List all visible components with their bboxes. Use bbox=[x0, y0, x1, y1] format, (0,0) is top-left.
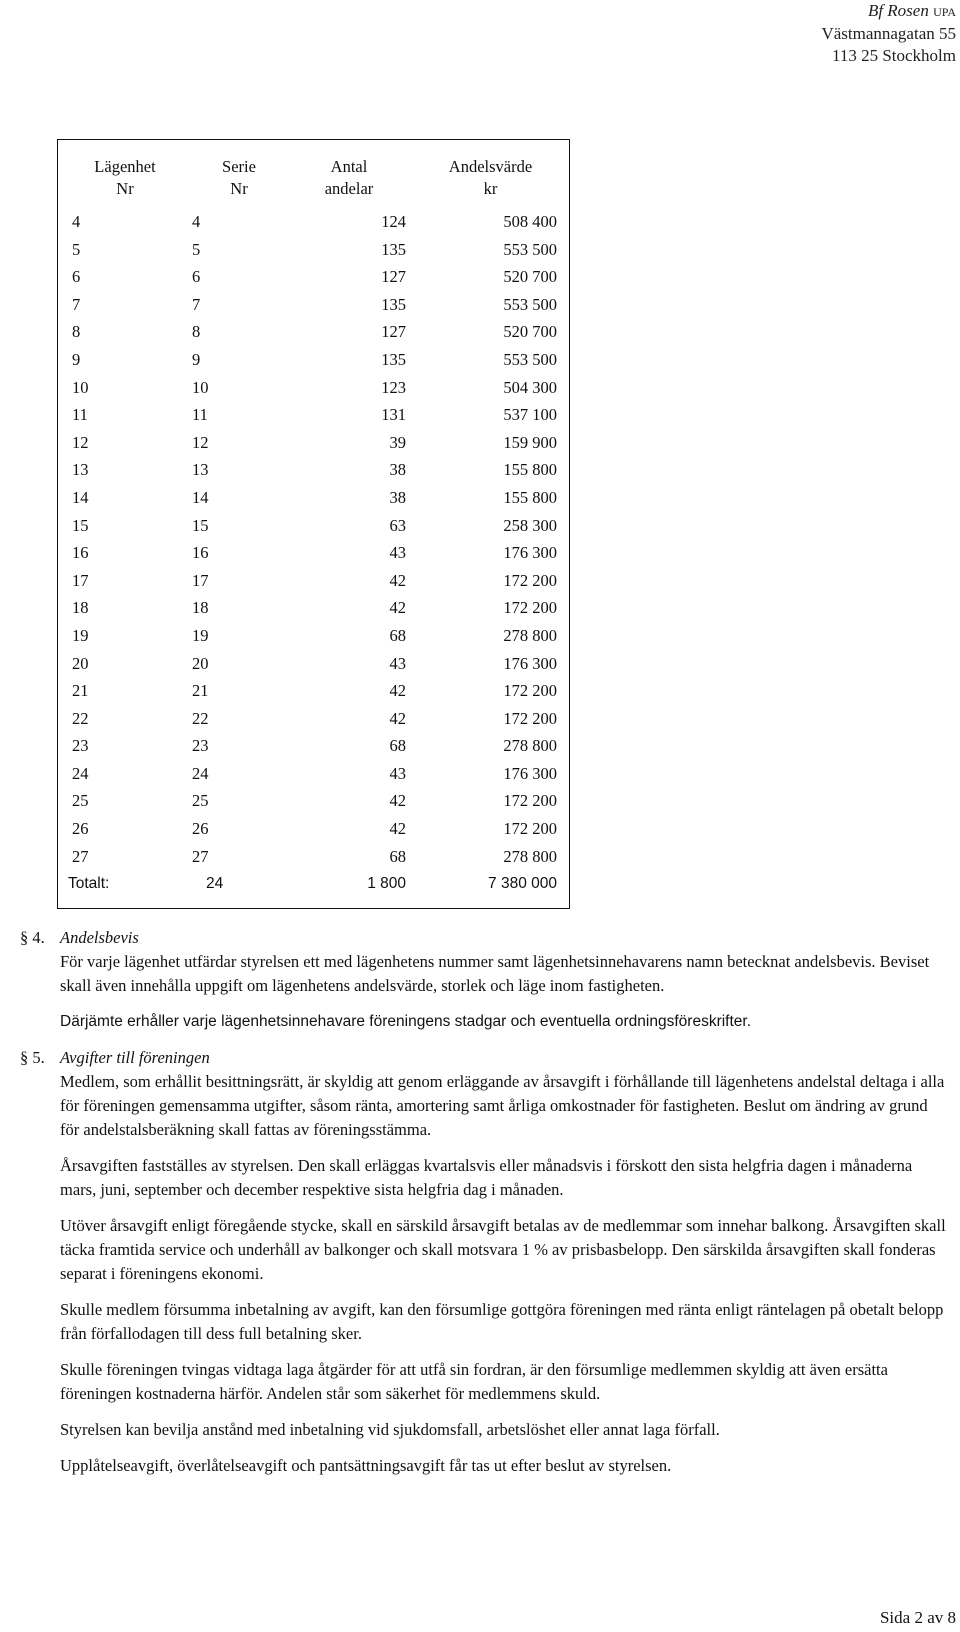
cell-apartment-nr: 12 bbox=[72, 432, 89, 452]
cell-apartment-nr: 27 bbox=[72, 846, 89, 866]
cell-share-value: 176 300 bbox=[503, 653, 557, 673]
table-row bbox=[58, 318, 569, 346]
cell-series-nr: 10 bbox=[192, 377, 209, 397]
cell-series-nr: 7 bbox=[192, 294, 201, 314]
cell-apartment-nr: 25 bbox=[72, 791, 89, 811]
cell-apartment-nr: 24 bbox=[72, 763, 89, 783]
cell-share-count: 43 bbox=[389, 653, 406, 673]
section-mark: § 4. bbox=[20, 928, 45, 947]
cell-share-value: 504 300 bbox=[503, 377, 557, 397]
cell-share-count: 42 bbox=[389, 570, 406, 590]
table-row bbox=[58, 705, 569, 733]
cell-apartment-nr: 4 bbox=[72, 212, 81, 231]
table-row bbox=[58, 484, 569, 512]
cell-share-value: 537 100 bbox=[503, 405, 557, 425]
section-paragraph: Skulle medlem försumma inbetalning av avgift, kan den försumlige gottgöra föreningen med ränta enligt räntelagen på obetalt belopp från förfallodagen till dess full betalning sker. bbox=[60, 1300, 944, 1343]
table-row bbox=[58, 732, 569, 760]
cell-share-value: 176 300 bbox=[503, 543, 557, 563]
cell-apartment-nr: 22 bbox=[72, 708, 89, 728]
section-5 bbox=[20, 1046, 950, 1478]
table-row bbox=[58, 594, 569, 622]
cell-apartment-nr: 13 bbox=[72, 460, 89, 480]
section-title: Andelsbevis bbox=[60, 928, 139, 947]
total-cell-share-count: 1 800 bbox=[367, 875, 406, 893]
table-row bbox=[58, 760, 569, 788]
cell-series-nr: 16 bbox=[192, 543, 209, 563]
cell-series-nr: 9 bbox=[192, 349, 201, 369]
cell-series-nr: 13 bbox=[192, 460, 209, 480]
cell-series-nr: 15 bbox=[192, 515, 209, 535]
table-row bbox=[58, 650, 569, 678]
cell-series-nr: 27 bbox=[192, 846, 209, 866]
table-row bbox=[58, 843, 569, 871]
cell-share-count: 43 bbox=[389, 543, 406, 563]
table-body bbox=[58, 208, 569, 898]
cell-apartment-nr: 5 bbox=[72, 239, 81, 259]
section-title: Avgifter till föreningen bbox=[60, 1048, 210, 1067]
table-row bbox=[58, 815, 569, 843]
cell-share-count: 124 bbox=[381, 212, 406, 231]
cell-share-value: 553 500 bbox=[503, 239, 557, 259]
table-row bbox=[58, 374, 569, 402]
cell-share-count: 63 bbox=[389, 515, 406, 535]
cell-share-value: 553 500 bbox=[503, 349, 557, 369]
cell-share-value: 172 200 bbox=[503, 791, 557, 811]
cell-apartment-nr: 8 bbox=[72, 322, 81, 342]
section-paragraph: Årsavgiften fastställes av styrelsen. Den skall erläggas kvartalsvis eller månadsvis i förskott den sista helgfria dagen i månaderna mars, juni, september och december respektive sista helgfria dag i månaden. bbox=[60, 1156, 913, 1199]
cell-series-nr: 24 bbox=[192, 763, 209, 783]
table-row bbox=[58, 677, 569, 705]
cell-share-count: 38 bbox=[389, 487, 406, 507]
cell-apartment-nr: 18 bbox=[72, 598, 89, 618]
cell-share-count: 42 bbox=[389, 819, 406, 839]
shares-table-box bbox=[57, 139, 570, 909]
cell-share-count: 42 bbox=[389, 791, 406, 811]
total-cell-apartment-nr: Totalt: bbox=[68, 875, 110, 893]
shares-table bbox=[58, 156, 569, 898]
table-row bbox=[58, 567, 569, 595]
cell-share-count: 135 bbox=[381, 239, 406, 259]
cell-apartment-nr: 11 bbox=[72, 405, 88, 425]
cell-apartment-nr: 26 bbox=[72, 819, 89, 839]
table-row bbox=[58, 539, 569, 567]
cell-series-nr: 11 bbox=[192, 405, 208, 425]
cell-apartment-nr: 16 bbox=[72, 543, 89, 563]
section-paragraph: Styrelsen kan bevilja anstånd med inbetalning vid sjukdomsfall, arbetslöshet eller annat laga förfall. bbox=[60, 1420, 720, 1439]
header-apartment-nr: Lägenhet Nr bbox=[94, 157, 156, 198]
cell-apartment-nr: 17 bbox=[72, 570, 89, 590]
cell-share-value: 172 200 bbox=[503, 681, 557, 701]
section-paragraph: Därjämte erhåller varje lägenhetsinnehavare föreningens stadgar och eventuella ordningsföreskrifter. bbox=[60, 1013, 752, 1030]
cell-share-count: 131 bbox=[381, 405, 406, 425]
cell-apartment-nr: 23 bbox=[72, 736, 89, 756]
cell-apartment-nr: 15 bbox=[72, 515, 89, 535]
cell-share-count: 42 bbox=[389, 598, 406, 618]
cell-share-count: 123 bbox=[381, 377, 406, 397]
header-series-nr: Serie Nr bbox=[222, 157, 256, 198]
cell-share-value: 278 800 bbox=[503, 736, 557, 756]
letterhead bbox=[821, 0, 956, 67]
cell-share-value: 172 200 bbox=[503, 598, 557, 618]
cell-share-count: 68 bbox=[389, 736, 406, 756]
section-paragraph: Medlem, som erhållit besittningsrätt, är skyldig att genom erläggande av årsavgift i förhållande till lägenhetens andelstal deltaga i alla för föreningen gemensamma utgifter, såsom ränta, amortering samt årliga omkostnader för fastigheten. Beslut om ändring av grund för andelstalsberäkning skall fattas av föreningsstämma. bbox=[60, 1072, 945, 1139]
statute-sections bbox=[20, 926, 950, 1490]
table-row bbox=[58, 263, 569, 291]
cell-series-nr: 6 bbox=[192, 267, 201, 287]
brand-line bbox=[821, 0, 956, 23]
cell-share-value: 278 800 bbox=[503, 625, 557, 645]
cell-series-nr: 14 bbox=[192, 487, 209, 507]
cell-share-value: 520 700 bbox=[503, 267, 557, 287]
header-share-value: Andelsvärde kr bbox=[448, 157, 533, 198]
table-row bbox=[58, 236, 569, 264]
section-paragraph: Skulle föreningen tvingas vidtaga laga åtgärder för att utfå sin fordran, är den försumlige medlemmen skyldig att även ersätta föreningen kostnaderna härför. Andelen står som säkerhet för medlemmens skuld. bbox=[60, 1360, 888, 1403]
cell-share-value: 155 800 bbox=[503, 487, 557, 507]
cell-apartment-nr: 19 bbox=[72, 625, 89, 645]
table-row bbox=[58, 291, 569, 319]
cell-series-nr: 8 bbox=[192, 322, 201, 342]
section-mark: § 5. bbox=[20, 1048, 45, 1067]
brand-name: Bf Rosen bbox=[867, 1, 929, 20]
cell-series-nr: 26 bbox=[192, 819, 209, 839]
cell-apartment-nr: 21 bbox=[72, 681, 89, 701]
cell-share-count: 68 bbox=[389, 846, 406, 866]
table-row bbox=[58, 346, 569, 374]
cell-apartment-nr: 6 bbox=[72, 267, 81, 287]
brand-suffix: UPA bbox=[933, 5, 956, 19]
table-total-row bbox=[58, 870, 569, 898]
section-4 bbox=[20, 926, 950, 1034]
cell-series-nr: 18 bbox=[192, 598, 209, 618]
cell-apartment-nr: 14 bbox=[72, 487, 89, 507]
table-row bbox=[58, 208, 569, 236]
total-cell-series-nr: 24 bbox=[206, 875, 224, 893]
cell-series-nr: 22 bbox=[192, 708, 209, 728]
table-row bbox=[58, 622, 569, 650]
cell-apartment-nr: 9 bbox=[72, 349, 81, 369]
cell-series-nr: 21 bbox=[192, 681, 209, 701]
cell-share-count: 42 bbox=[389, 681, 406, 701]
header-share-count: Antal andelar bbox=[324, 157, 374, 198]
cell-series-nr: 25 bbox=[192, 791, 209, 811]
cell-series-nr: 4 bbox=[192, 212, 201, 231]
cell-series-nr: 20 bbox=[192, 653, 209, 673]
cell-share-value: 159 900 bbox=[503, 432, 557, 452]
street-address: Västmannagatan 55 bbox=[821, 24, 956, 43]
page-number: Sida 2 av 8 bbox=[879, 1608, 956, 1627]
table-row bbox=[58, 787, 569, 815]
cell-share-count: 43 bbox=[389, 763, 406, 783]
section-paragraph: Utöver årsavgift enligt föregående stycke, skall en särskild årsavgift betalas av de medlemmar som innehar balkong. Årsavgiften skall täcka framtida service och underhåll av balkonger och skall motsvara 1 % av prisbasbelopp. Den särskilda årsavgiften skall fonderas separat i föreningens ekonomi. bbox=[60, 1216, 946, 1283]
table-row bbox=[58, 401, 569, 429]
cell-apartment-nr: 20 bbox=[72, 653, 89, 673]
section-paragraph: Upplåtelseavgift, överlåtelseavgift och pantsättningsavgift får tas ut efter beslut av styrelsen. bbox=[60, 1456, 672, 1475]
table-row bbox=[58, 456, 569, 484]
cell-share-value: 553 500 bbox=[503, 294, 557, 314]
cell-share-count: 68 bbox=[389, 625, 406, 645]
cell-share-count: 38 bbox=[389, 460, 406, 480]
table-header-row bbox=[58, 156, 569, 208]
cell-series-nr: 23 bbox=[192, 736, 209, 756]
total-cell-share-value: 7 380 000 bbox=[488, 875, 557, 893]
cell-series-nr: 5 bbox=[192, 239, 201, 259]
cell-share-count: 39 bbox=[389, 432, 406, 452]
cell-share-value: 278 800 bbox=[503, 846, 557, 866]
cell-apartment-nr: 7 bbox=[72, 294, 81, 314]
section-paragraph: För varje lägenhet utfärdar styrelsen ett med lägenhetens nummer samt lägenhetsinnehavarens namn betecknat andelsbevis. Beviset skall även innehålla uppgift om lägenhetens andelsvärde, storlek och läge inom fastigheten. bbox=[60, 952, 930, 995]
cell-share-value: 172 200 bbox=[503, 708, 557, 728]
cell-series-nr: 12 bbox=[192, 432, 209, 452]
cell-share-value: 520 700 bbox=[503, 322, 557, 342]
table-row bbox=[58, 512, 569, 540]
cell-share-value: 172 200 bbox=[503, 819, 557, 839]
cell-share-value: 258 300 bbox=[503, 515, 557, 535]
city-address: 113 25 Stockholm bbox=[831, 46, 956, 65]
cell-share-value: 172 200 bbox=[503, 570, 557, 590]
cell-share-count: 127 bbox=[381, 322, 406, 342]
cell-share-value: 508 400 bbox=[503, 212, 557, 231]
cell-series-nr: 19 bbox=[192, 625, 209, 645]
cell-share-count: 135 bbox=[381, 349, 406, 369]
cell-apartment-nr: 10 bbox=[72, 377, 89, 397]
table-row bbox=[58, 429, 569, 457]
cell-share-count: 135 bbox=[381, 294, 406, 314]
cell-share-count: 127 bbox=[381, 267, 406, 287]
cell-share-count: 42 bbox=[389, 708, 406, 728]
cell-series-nr: 17 bbox=[192, 570, 209, 590]
cell-share-value: 176 300 bbox=[503, 763, 557, 783]
cell-share-value: 155 800 bbox=[503, 460, 557, 480]
